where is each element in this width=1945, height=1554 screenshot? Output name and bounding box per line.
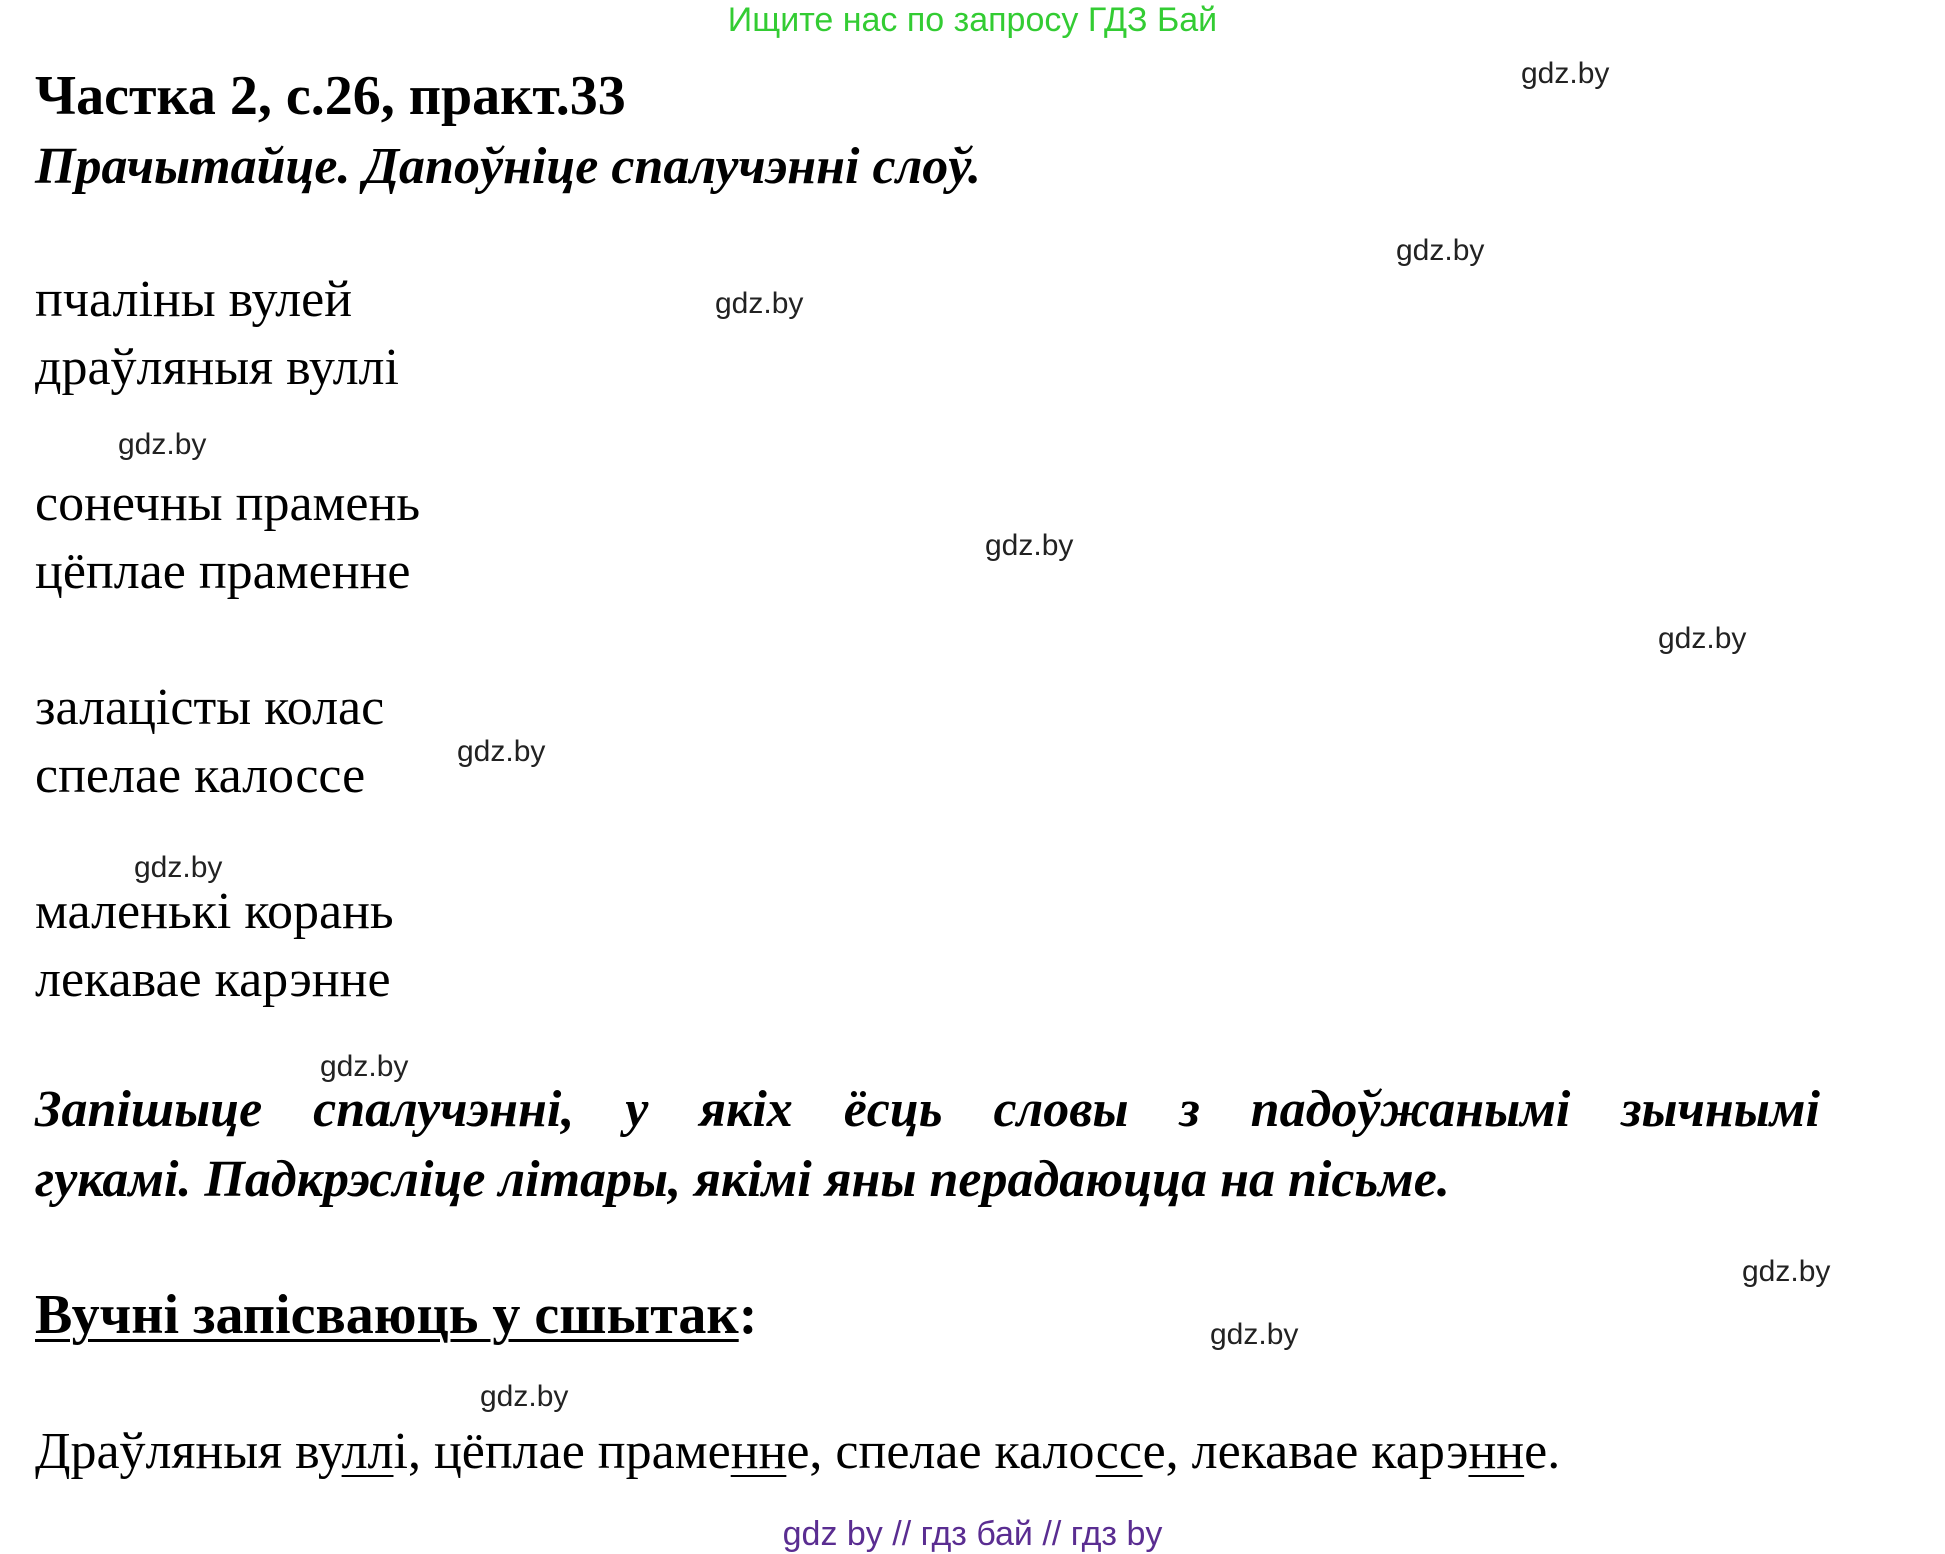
watermark: gdz.by bbox=[1396, 234, 1485, 267]
task-instruction-1: Прачытайце. Дапоўніце спалучэнні слоў. bbox=[35, 138, 982, 195]
watermark: gdz.by bbox=[985, 529, 1074, 562]
word-pair-3-a: залацісты колас bbox=[35, 679, 385, 736]
task2-word: якіх bbox=[699, 1081, 793, 1138]
answer-text: е, лекавае карэ bbox=[1142, 1423, 1469, 1480]
task2-word: словы bbox=[993, 1081, 1129, 1138]
watermark: gdz.by bbox=[320, 1050, 409, 1083]
word-pair-2-b: цёплае праменне bbox=[35, 543, 411, 600]
task-instruction-2-line-1 bbox=[35, 1078, 1820, 1142]
task2-word: у bbox=[625, 1081, 649, 1138]
word-pair-3-b: спелае калоссе bbox=[35, 747, 366, 804]
notebook-title bbox=[35, 1283, 757, 1347]
task2-word: ёсць bbox=[843, 1081, 943, 1138]
word-pair-1-a: пчаліны вулей bbox=[35, 271, 353, 328]
watermark: gdz.by bbox=[457, 735, 546, 768]
task2-word: зычнымі bbox=[1621, 1081, 1820, 1138]
footer-links: gdz by // гдз бай // гдз by bbox=[782, 1515, 1163, 1553]
word-pair-2-a: сонечны прамень bbox=[35, 475, 421, 532]
task2-word: падоўжанымі bbox=[1250, 1081, 1571, 1138]
answer-line bbox=[35, 1420, 1560, 1484]
task2-word: з bbox=[1179, 1081, 1200, 1138]
answer-text: е, спелае кало bbox=[786, 1423, 1096, 1480]
task2-word: спалучэнні, bbox=[313, 1081, 575, 1138]
word-pair-4-b: лекавае карэнне bbox=[35, 951, 391, 1008]
task-instruction-2-line-2: гукамі. Падкрэсліце літары, якімі яны перадаюцца на пісьме. bbox=[35, 1151, 1450, 1208]
task2-word: Запішыце bbox=[35, 1081, 263, 1138]
watermark: gdz.by bbox=[715, 287, 804, 320]
underlined-letters: лл bbox=[341, 1423, 394, 1480]
watermark: gdz.by bbox=[1658, 622, 1747, 655]
notebook-title-text: Вучні запісваюць у сшытак bbox=[35, 1284, 739, 1346]
answer-text: і, цёплае праме bbox=[393, 1423, 731, 1480]
underlined-letters: нн bbox=[1468, 1423, 1525, 1480]
watermark: gdz.by bbox=[118, 428, 207, 461]
watermark: gdz.by bbox=[1742, 1255, 1831, 1288]
underlined-letters: сс bbox=[1095, 1423, 1143, 1480]
answer-text: е. bbox=[1524, 1423, 1561, 1480]
page-heading: Частка 2, с.26, практ.33 bbox=[35, 65, 626, 127]
word-pair-4-a: маленькі корань bbox=[35, 883, 394, 940]
word-pair-1-b: драўляныя вуллі bbox=[35, 339, 399, 396]
top-banner: Ищите нас по запросу ГДЗ Бай bbox=[727, 1, 1218, 39]
answer-text: Драўляныя ву bbox=[35, 1423, 342, 1480]
notebook-title-colon: : bbox=[738, 1284, 758, 1346]
watermark: gdz.by bbox=[1521, 57, 1610, 90]
watermark: gdz.by bbox=[1210, 1318, 1299, 1351]
watermark: gdz.by bbox=[480, 1380, 569, 1413]
watermark: gdz.by bbox=[134, 851, 223, 884]
underlined-letters: нн bbox=[730, 1423, 787, 1480]
